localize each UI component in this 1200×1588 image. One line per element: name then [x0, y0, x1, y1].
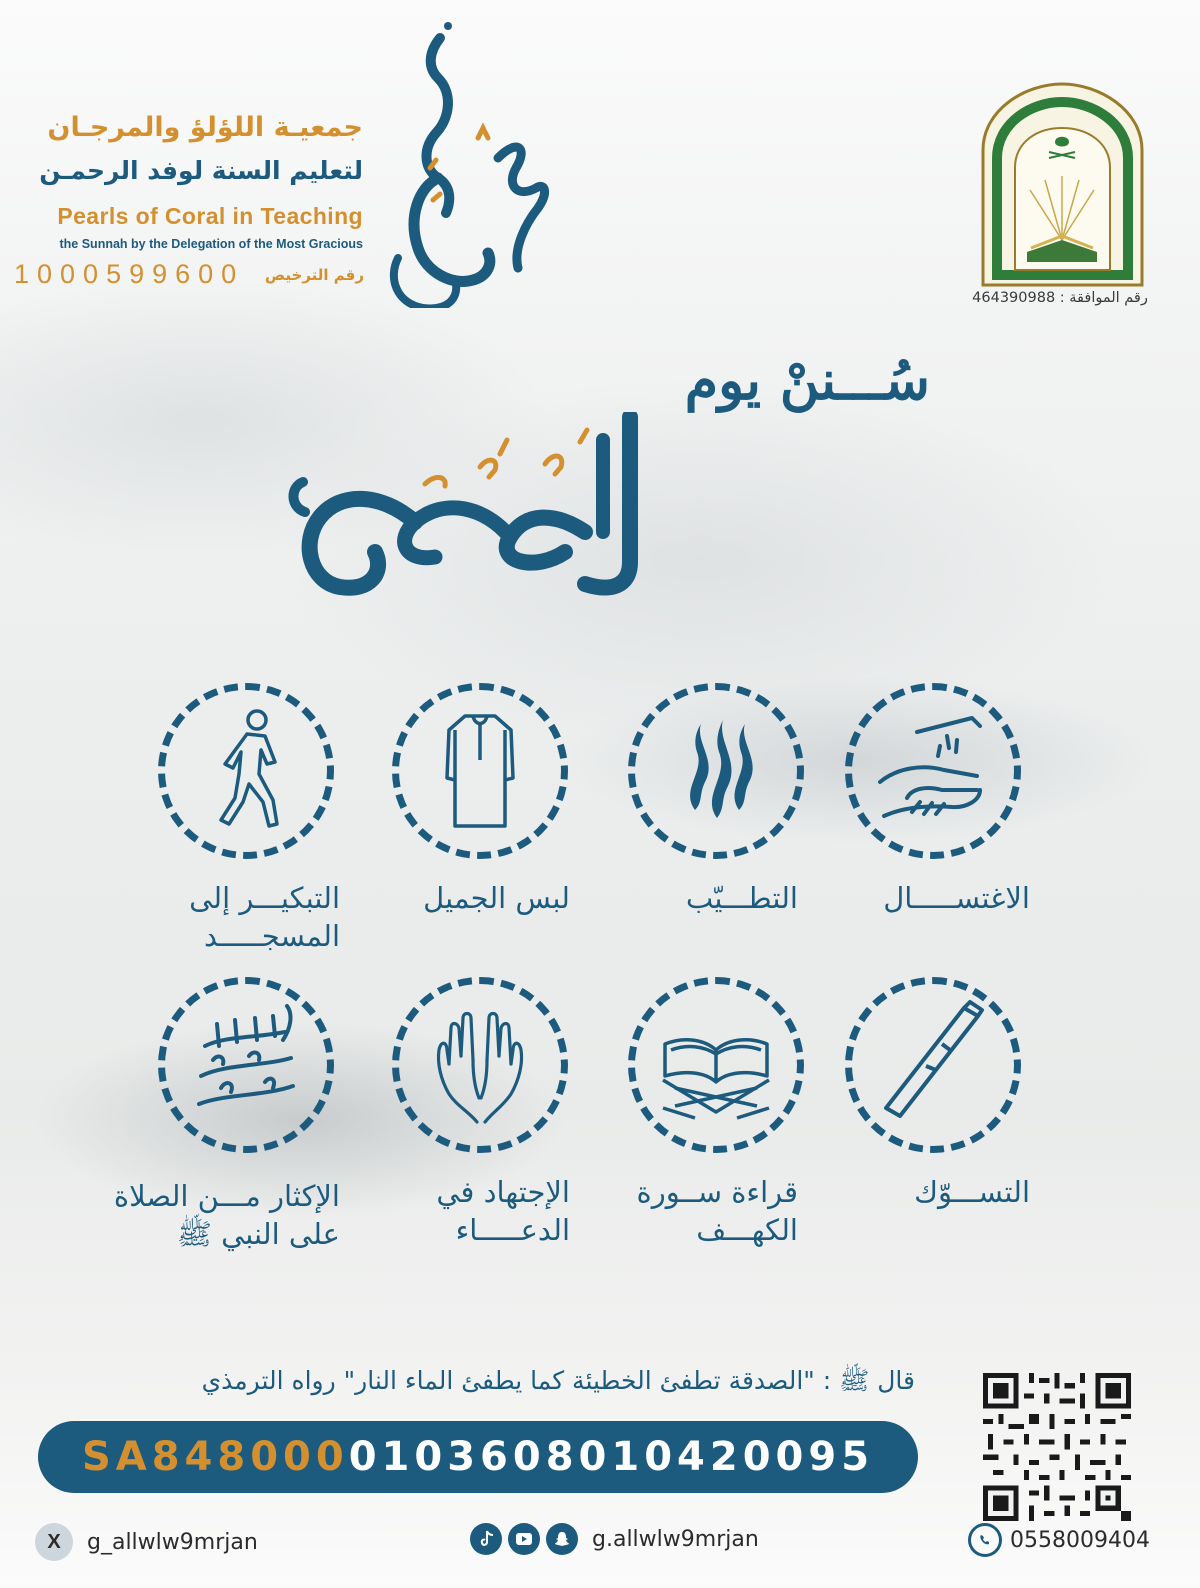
praying-hands-icon — [399, 984, 561, 1146]
label-perfume: التطـــيّب — [685, 881, 798, 915]
jumuah-calligraphy-icon — [285, 412, 685, 612]
phone-number[interactable]: 0558009404 — [1010, 1527, 1150, 1553]
washing-hands-icon — [852, 690, 1014, 852]
miswak-stick-icon — [852, 984, 1014, 1146]
social-icons-group — [470, 1523, 759, 1555]
label-early-mosque: التبكيـــر إلى المسجـــــد — [189, 881, 340, 953]
perfume-scent-icon — [635, 690, 797, 852]
social-handle[interactable]: g.allwlw9mrjan — [592, 1526, 759, 1552]
label-miswak: التســـوّك — [914, 1175, 1030, 1209]
headline-sunan-day: سُـــننْ يوم — [684, 348, 930, 412]
label-dua: الإجتهاد في الدعـــــاء — [436, 1175, 570, 1247]
brand-subtitle-arabic: لتعليم السنة لوفد الرحمـن — [39, 156, 363, 185]
iban-prefix: SA848000 — [81, 1434, 349, 1480]
brand-subtitle-english: the Sunnah by the Delegation of the Most Gracious — [59, 237, 363, 251]
whatsapp-contact[interactable] — [968, 1523, 1150, 1557]
hadith-text: قال ﷺ : "الصدقة تطفئ الخطيئة كما يطفئ الماء النار" رواه الترمذي — [201, 1366, 915, 1395]
brand-name-english: Pearls of Coral in Teaching — [57, 203, 363, 229]
tiktok-icon[interactable] — [470, 1523, 502, 1555]
approval-number: رقم الموافقة : 464390988 — [972, 290, 1148, 306]
x-handle[interactable]: g_allwlw9mrjan — [87, 1529, 258, 1555]
iban-bar[interactable] — [38, 1421, 918, 1493]
qr-code-icon[interactable] — [983, 1373, 1131, 1521]
x-logo-icon: X — [35, 1523, 73, 1561]
whatsapp-icon — [968, 1523, 1002, 1557]
thobe-garment-icon — [399, 690, 561, 852]
social-x[interactable] — [35, 1523, 258, 1561]
walking-person-icon — [165, 690, 327, 852]
snapchat-icon[interactable] — [546, 1523, 578, 1555]
brand-logo-icon — [378, 18, 558, 308]
title-jumuah-text — [685, 412, 686, 413]
youtube-icon[interactable] — [508, 1523, 540, 1555]
salawat-calligraphy-icon — [165, 984, 327, 1146]
license-number: 1000599600 — [14, 259, 245, 289]
label-kahf: قراءة ســورة الكهـــف — [636, 1175, 798, 1247]
license-label: رقم الترخيص — [264, 265, 364, 284]
iban-number: 0103608010420095 — [348, 1434, 875, 1480]
ministry-emblem-icon — [975, 80, 1150, 290]
label-clothing: لبس الجميل — [423, 881, 570, 915]
label-ghusl: الاغتســـــال — [883, 881, 1030, 915]
title-jumuah — [285, 412, 685, 612]
label-salawat: الإكثار مـــن الصلاة على النبي ﷺ — [113, 1179, 340, 1251]
quran-stand-icon — [635, 984, 797, 1146]
license-row — [14, 259, 364, 290]
brand-name-arabic: جمعيـة اللؤلؤ والمرجـان — [47, 112, 363, 143]
